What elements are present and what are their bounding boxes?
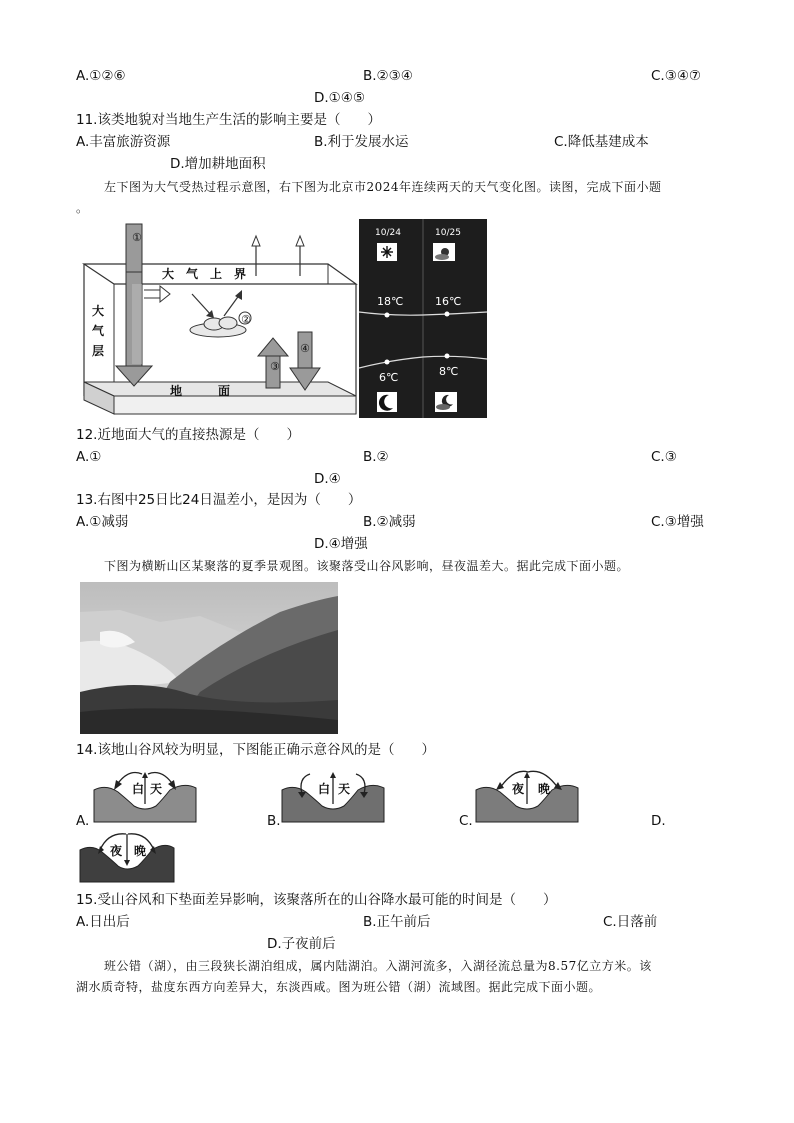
- q12-option-b[interactable]: B.②: [363, 449, 389, 465]
- marker-2: ②: [241, 313, 251, 326]
- day2-high: 16℃: [435, 295, 462, 308]
- intro-valley: 下图为横断山区某聚落的夏季景观图。该聚落受山谷风影响，昼夜温差大。据此完成下面小题。: [104, 559, 630, 573]
- q13-stem: 13.右图中25日比24日温差小，是因为（ ）: [76, 492, 362, 508]
- valley-a-label-1: 白: [132, 782, 145, 796]
- intro-atmosphere: 左下图为大气受热过程示意图，右下图为北京市2024年连续两天的天气变化图。读图，完成下面小题: [104, 180, 662, 194]
- valley-c-label-2: 晚: [538, 782, 551, 796]
- q14-option-a[interactable]: A.: [76, 813, 90, 829]
- intro-lake-line-1: 班公错（湖），由三段狭长湖泊组成，属内陆湖泊。入湖河流多，入湖径流总量为8.57亿立方米。该: [104, 959, 652, 973]
- q12-option-a[interactable]: A.①: [76, 449, 102, 465]
- ground-label: 地 面: [170, 384, 231, 398]
- layer-label-3: 层: [92, 344, 105, 358]
- marker-1: ①: [132, 231, 142, 244]
- weather-panel: [359, 219, 487, 418]
- day2-low: 8℃: [439, 365, 459, 378]
- q11-option-b[interactable]: B.利于发展水运: [314, 134, 409, 150]
- q14-stem: 14.该地山谷风较为明显，下图能正确示意谷风的是（ ）: [76, 742, 435, 758]
- q11-option-d[interactable]: D.增加耕地面积: [170, 156, 266, 172]
- q15-option-a[interactable]: A.日出后: [76, 914, 130, 930]
- valley-a-label-2: 天: [150, 782, 163, 796]
- q11-option-a[interactable]: A.丰富旅游资源: [76, 134, 171, 150]
- q13-option-d[interactable]: D.④增强: [314, 536, 368, 552]
- valley-b-label-2: 天: [338, 782, 351, 796]
- upper-boundary-label: 大 气 上 界: [162, 267, 247, 281]
- day1-date: 10/24: [375, 228, 401, 238]
- q12-stem: 12.近地面大气的直接热源是（ ）: [76, 427, 300, 443]
- day1-low: 6℃: [379, 371, 399, 384]
- valley-diagram-d: [78, 828, 176, 884]
- valley-d-label-2: 晚: [134, 844, 147, 858]
- q14-option-b[interactable]: B.: [267, 813, 281, 829]
- q11-stem: 11.该类地貌对当地生产生活的影响主要是（ ）: [76, 112, 381, 128]
- q10-option-a[interactable]: A.①②⑥: [76, 68, 126, 84]
- intro-atmosphere-end: 。: [76, 201, 89, 215]
- valley-b-label-1: 白: [318, 782, 331, 796]
- q13-option-b[interactable]: B.②减弱: [363, 514, 416, 530]
- q15-option-c[interactable]: C.日落前: [603, 914, 658, 930]
- day2-date: 10/25: [435, 228, 461, 238]
- layer-label-2: 气: [92, 324, 105, 338]
- day1-high: 18℃: [377, 295, 404, 308]
- valley-d-label-1: 夜: [110, 844, 123, 858]
- intro-lake-line-2: 湖水质奇特，盐度东西方向差异大，东淡西咸。图为班公错（湖）流域图。据此完成下面小题。: [76, 980, 602, 994]
- valley-diagram-c: [474, 768, 580, 824]
- valley-diagram-b: [280, 768, 386, 824]
- q10-option-d[interactable]: D.①④⑤: [314, 90, 365, 106]
- marker-3: ③: [270, 360, 280, 373]
- valley-c-label-1: 夜: [512, 782, 525, 796]
- q13-option-a[interactable]: A.①减弱: [76, 514, 129, 530]
- q14-option-c[interactable]: C.: [459, 813, 473, 829]
- q10-option-c[interactable]: C.③④⑦: [651, 68, 702, 84]
- q15-option-b[interactable]: B.正午前后: [363, 914, 431, 930]
- q10-option-b[interactable]: B.②③④: [363, 68, 413, 84]
- layer-label-1: 大: [92, 304, 105, 318]
- q12-option-c[interactable]: C.③: [651, 449, 677, 465]
- valley-diagram-a: [92, 768, 198, 824]
- marker-4: ④: [300, 342, 310, 355]
- q14-option-d[interactable]: D.: [651, 813, 666, 829]
- q13-option-c[interactable]: C.③增强: [651, 514, 704, 530]
- q11-option-c[interactable]: C.降低基建成本: [554, 134, 649, 150]
- valley-landscape-photo: [80, 582, 338, 734]
- q15-stem: 15.受山谷风和下垫面差异影响，该聚落所在的山谷降水最可能的时间是（ ）: [76, 892, 557, 908]
- q12-option-d[interactable]: D.④: [314, 471, 341, 487]
- q15-option-d[interactable]: D.子夜前后: [267, 936, 336, 952]
